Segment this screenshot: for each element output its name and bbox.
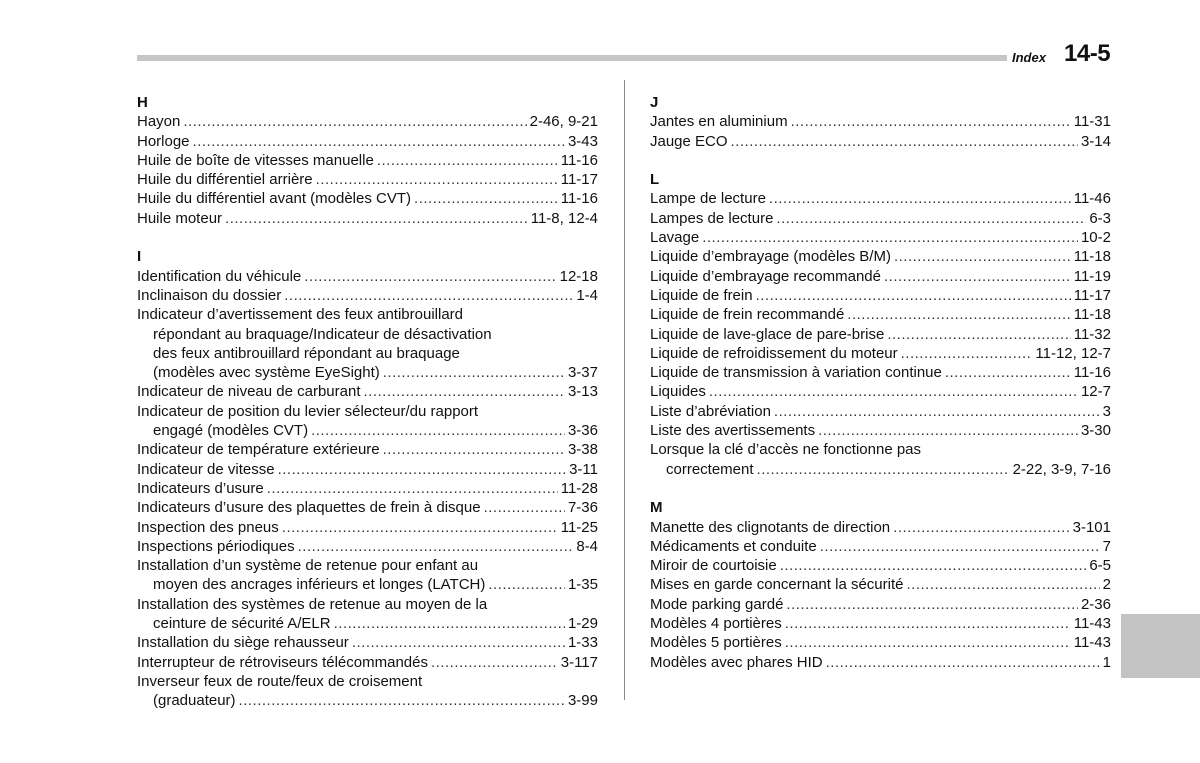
index-entry: [137, 653, 598, 672]
index-entry: [137, 595, 598, 634]
index-entry-text: engagé (modèles CVT): [153, 422, 309, 440]
index-entry: [137, 305, 598, 382]
index-entry-line: [137, 421, 598, 440]
index-entry-line: [650, 460, 1111, 479]
index-entry-text: Modèles avec phares HID: [650, 653, 823, 671]
page-reference: 6-3: [1089, 209, 1111, 227]
index-entry-line: [137, 305, 598, 324]
index-entry-line: [650, 421, 1111, 440]
index-entry-line: [137, 440, 598, 459]
column-divider: [624, 80, 625, 700]
page-reference: 11-31: [1073, 113, 1111, 131]
dot-leader: [484, 498, 565, 517]
index-entry-line: [650, 209, 1111, 228]
index-entry: [137, 672, 598, 711]
dot-leader: [316, 170, 558, 189]
index-letter-heading: L: [650, 171, 660, 189]
index-entry-line: [137, 132, 598, 151]
dot-leader: [884, 267, 1071, 286]
page-reference: 11-43: [1073, 615, 1111, 633]
dot-leader: [774, 402, 1100, 421]
index-entry-line: [650, 575, 1111, 594]
index-letter-heading: J: [650, 94, 659, 111]
page-number: 14-5: [1064, 40, 1111, 67]
index-entry-text: Jantes en aluminium: [650, 113, 788, 131]
page-reference: 11-8, 12-4: [530, 209, 598, 227]
dot-leader: [820, 537, 1100, 556]
page-reference: 2: [1102, 576, 1111, 594]
index-entry: [650, 653, 1111, 672]
section-gap: [137, 228, 598, 247]
index-entry-line: [137, 672, 598, 691]
page-reference: 11-18: [1073, 306, 1111, 324]
dot-leader: [786, 595, 1078, 614]
page-reference: 3-38: [567, 441, 598, 459]
index-entry: [650, 575, 1111, 594]
page-reference: 1-29: [567, 615, 598, 633]
page-reference: 12-18: [559, 267, 598, 285]
dot-leader: [906, 575, 1099, 594]
index-entry-text: répondant au braquage/Indicateur de désactivation: [153, 325, 492, 343]
page-reference: 11-16: [560, 190, 598, 208]
index-entry-text: Indicateur d’avertissement des feux antibrouillard: [137, 306, 464, 324]
page-reference: 6-5: [1089, 557, 1111, 575]
index-entry: [137, 151, 598, 170]
index-entry-text: Modèles 4 portières: [650, 615, 782, 633]
index-entry: [137, 112, 598, 131]
page-reference: 10-2: [1080, 229, 1111, 247]
index-entry: [650, 421, 1111, 440]
index-entry: [650, 556, 1111, 575]
index-entry-line: [650, 112, 1111, 131]
dot-leader: [826, 653, 1100, 672]
index-entry-text: Liquide d’embrayage (modèles B/M): [650, 248, 891, 266]
index-entry-text: Modèles 5 portières: [650, 634, 782, 652]
index-entry-line: [137, 382, 598, 401]
index-entry-text: Liste d’abréviation: [650, 402, 771, 420]
page-reference: 1-4: [576, 286, 598, 304]
index-entry-text: Indicateur de niveau de carburant: [137, 383, 361, 401]
index-entry-text: Jauge ECO: [650, 132, 728, 150]
index-entry-text: Huile de boîte de vitesses manuelle: [137, 151, 374, 169]
dot-leader: [901, 344, 1033, 363]
index-entry-text: Lampes de lecture: [650, 209, 774, 227]
index-entry-text: Lampe de lecture: [650, 190, 766, 208]
index-entry-text: moyen des ancrages inférieurs et longes (LATCH): [153, 576, 486, 594]
index-entry-line: [137, 402, 598, 421]
dot-leader: [352, 633, 565, 652]
dot-leader: [239, 691, 565, 710]
page-reference: 11-46: [1073, 190, 1111, 208]
index-entry: [650, 537, 1111, 556]
index-entry-line: [137, 286, 598, 305]
index-entry-line: [650, 228, 1111, 247]
index-entry: [137, 267, 598, 286]
index-entry-line: [650, 189, 1111, 208]
index-entry-line: [650, 286, 1111, 305]
index-entry: [137, 402, 598, 441]
dot-leader: [414, 189, 558, 208]
page-reference: 3-99: [567, 692, 598, 710]
page-reference: 3-11: [569, 460, 598, 478]
index-entry: [650, 344, 1111, 363]
index-entry: [650, 595, 1111, 614]
index-entry: [650, 363, 1111, 382]
dot-leader: [298, 537, 574, 556]
page-reference: 3-101: [1072, 518, 1111, 536]
dot-leader: [311, 421, 565, 440]
dot-leader: [278, 460, 567, 479]
section-gap: [650, 479, 1111, 498]
index-entry-line: [137, 267, 598, 286]
index-entry-line: [137, 614, 598, 633]
index-entry: [137, 498, 598, 517]
index-entry-line: [137, 575, 598, 594]
page-reference: 11-16: [1073, 364, 1111, 382]
dot-leader: [818, 421, 1078, 440]
section-gap: [650, 151, 1111, 170]
index-entry-text: Installation d’un système de retenue pour enfant au: [137, 557, 479, 575]
index-entry-text: Mode parking gardé: [650, 595, 784, 613]
index-entry: [650, 325, 1111, 344]
index-entry-text: Hayon: [137, 113, 181, 131]
index-entry-text: Manette des clignotants de direction: [650, 518, 891, 536]
page-reference: 11-25: [560, 518, 598, 536]
index-entry-text: Miroir de courtoisie: [650, 557, 777, 575]
page-reference: 12-7: [1080, 383, 1111, 401]
index-entry: [137, 382, 598, 401]
index-entry-line: [650, 614, 1111, 633]
index-entry-line: [650, 382, 1111, 401]
dot-leader: [757, 460, 1010, 479]
page-reference: 7: [1102, 537, 1111, 555]
section-label: Index: [1012, 50, 1046, 65]
index-entry: [650, 247, 1111, 266]
dot-leader: [304, 267, 556, 286]
index-entry-line: [137, 518, 598, 537]
index-entry-text: Indicateur de vitesse: [137, 460, 275, 478]
index-entry-text: Inspections périodiques: [137, 537, 295, 555]
index-entry: [137, 460, 598, 479]
index-entry-text: (modèles avec système EyeSight): [153, 364, 380, 382]
dot-leader: [267, 479, 558, 498]
index-entry-line: [137, 556, 598, 575]
index-entry: [137, 209, 598, 228]
dot-leader: [847, 305, 1070, 324]
index-entry-line: [137, 633, 598, 652]
index-entry-text: Lavage: [650, 229, 700, 247]
index-entry-text: Inverseur feux de route/feux de croisement: [137, 672, 423, 690]
dot-leader: [702, 228, 1078, 247]
index-entry-line: [137, 209, 598, 228]
dot-leader: [334, 614, 565, 633]
index-entry-text: Interrupteur de rétroviseurs télécommandés: [137, 653, 428, 671]
index-entry: [650, 440, 1111, 479]
dot-leader: [776, 209, 1086, 228]
page-reference: 2-46, 9-21: [529, 113, 598, 131]
dot-leader: [383, 363, 565, 382]
page-reference: 8-4: [576, 537, 598, 555]
page-reference: 11-43: [1073, 634, 1111, 652]
index-entry: [650, 614, 1111, 633]
index-entry-line: [650, 132, 1111, 151]
dot-leader: [193, 132, 565, 151]
index-entry-text: correctement: [666, 460, 754, 478]
index-entry: [137, 132, 598, 151]
index-entry-text: (graduateur): [153, 692, 236, 710]
page-reference: 11-17: [560, 171, 598, 189]
page-reference: 3-36: [567, 422, 598, 440]
dot-leader: [785, 633, 1071, 652]
index-entry: [650, 382, 1111, 401]
page-reference: 3-117: [560, 653, 598, 671]
index-entry-line: [650, 440, 1111, 459]
index-entry: [650, 132, 1111, 151]
dot-leader: [284, 286, 573, 305]
index-entry-text: Mises en garde concernant la sécurité: [650, 576, 904, 594]
page-reference: 2-22, 3-9, 7-16: [1012, 460, 1111, 478]
index-entry-text: Liste des avertissements: [650, 422, 816, 440]
page-reference: 3-37: [567, 364, 598, 382]
page-reference: 11-17: [1073, 286, 1111, 304]
index-entry-text: Installation des systèmes de retenue au moyen de la: [137, 595, 488, 613]
index-entry-text: Installation du siège rehausseur: [137, 634, 349, 652]
index-entry-line: [137, 479, 598, 498]
dot-leader: [183, 112, 526, 131]
index-entry-line: [137, 151, 598, 170]
index-entry: [650, 402, 1111, 421]
dot-leader: [431, 653, 558, 672]
page-reference: 11-16: [560, 151, 598, 169]
index-entry: [650, 267, 1111, 286]
index-entry-text: Huile moteur: [137, 209, 223, 227]
page-reference: 1-35: [567, 576, 598, 594]
index-entry-line: [650, 344, 1111, 363]
dot-leader: [791, 112, 1071, 131]
index-entry-text: Médicaments et conduite: [650, 537, 817, 555]
index-entry-text: Inspection des pneus: [137, 518, 279, 536]
index-entry: [650, 209, 1111, 228]
index-entry: [650, 228, 1111, 247]
index-entry-text: Liquide de lave-glace de pare-brise: [650, 325, 885, 343]
index-entry-line: [650, 305, 1111, 324]
index-entry-text: Indicateurs d’usure des plaquettes de frein à disque: [137, 499, 481, 517]
index-entry-line: [650, 267, 1111, 286]
index-entry: [650, 286, 1111, 305]
index-entry-text: Liquide de frein: [650, 286, 753, 304]
dot-leader: [282, 518, 558, 537]
index-entry-line: [650, 633, 1111, 652]
page-reference: 11-19: [1073, 267, 1111, 285]
dot-leader: [945, 363, 1071, 382]
index-thumb-tab: [1121, 614, 1200, 678]
index-entry-text: ceinture de sécurité A/ELR: [153, 615, 331, 633]
index-entry-line: [650, 518, 1111, 537]
index-entry: [137, 170, 598, 189]
dot-leader: [780, 556, 1087, 575]
index-entry-text: Liquide d’embrayage recommandé: [650, 267, 881, 285]
page-reference: 1: [1102, 653, 1111, 671]
index-entry: [650, 112, 1111, 131]
page-reference: 3-13: [567, 383, 598, 401]
dot-leader: [769, 189, 1071, 208]
page-reference: 11-28: [560, 479, 598, 497]
page-reference: 3-43: [567, 132, 598, 150]
index-entry-text: des feux antibrouillard répondant au braquage: [153, 344, 460, 362]
index-entry-line: [650, 556, 1111, 575]
page-reference: 1-33: [567, 634, 598, 652]
dot-leader: [785, 614, 1071, 633]
index-letter-heading: H: [137, 94, 148, 111]
index-entry: [137, 440, 598, 459]
page-reference: 11-32: [1073, 325, 1111, 343]
index-entry: [650, 633, 1111, 652]
index-entry-line: [650, 363, 1111, 382]
page-reference: 11-12, 12-7: [1035, 344, 1111, 362]
index-entry-text: Indicateurs d’usure: [137, 479, 264, 497]
index-entry-line: [137, 170, 598, 189]
index-entry: [137, 537, 598, 556]
index-entry-line: [650, 325, 1111, 344]
index-column-left: [137, 93, 598, 711]
index-entry-text: Inclinaison du dossier: [137, 286, 282, 304]
page-reference: 3-30: [1080, 422, 1111, 440]
index-entry-line: [137, 537, 598, 556]
dot-leader: [363, 382, 564, 401]
index-letter-heading: I: [137, 248, 142, 266]
index-entry-line: [137, 498, 598, 517]
dot-leader: [488, 575, 565, 594]
dot-leader: [887, 325, 1070, 344]
index-entry-line: [137, 653, 598, 672]
index-entry-text: Horloge: [137, 132, 190, 150]
index-entry: [137, 479, 598, 498]
index-entry: [137, 189, 598, 208]
index-entry-line: [137, 325, 598, 344]
index-entry-line: [137, 691, 598, 710]
page-reference: 3-14: [1080, 132, 1111, 150]
index-entry: [650, 518, 1111, 537]
index-entry: [137, 633, 598, 652]
index-entry: [650, 189, 1111, 208]
index-column-right: [650, 93, 1111, 672]
index-entry-line: [650, 402, 1111, 421]
index-entry-line: [137, 344, 598, 363]
index-entry-line: [650, 247, 1111, 266]
index-entry-text: Huile du différentiel avant (modèles CVT): [137, 190, 412, 208]
dot-leader: [731, 132, 1078, 151]
index-entry: [137, 286, 598, 305]
index-entry-text: Liquide de transmission à variation continue: [650, 364, 942, 382]
page-reference: 3: [1102, 402, 1111, 420]
index-entry-line: [650, 653, 1111, 672]
index-entry-text: Indicateur de température extérieure: [137, 441, 380, 459]
index-entry-text: Liquides: [650, 383, 706, 401]
index-entry-text: Liquide de frein recommandé: [650, 306, 845, 324]
index-entry: [137, 556, 598, 595]
header-rule: [137, 55, 1007, 61]
index-entry-text: Huile du différentiel arrière: [137, 171, 313, 189]
index-letter-heading: M: [650, 499, 663, 517]
page-reference: 2-36: [1080, 595, 1111, 613]
index-entry-text: Lorsque la clé d’accès ne fonctionne pas: [650, 441, 922, 459]
index-entry-line: [137, 363, 598, 382]
dot-leader: [383, 440, 565, 459]
index-entry-line: [137, 460, 598, 479]
index-entry-line: [137, 595, 598, 614]
page-reference: 11-18: [1073, 248, 1111, 266]
index-entry-text: Indicateur de position du levier sélecteur/du rapport: [137, 402, 479, 420]
dot-leader: [893, 518, 1069, 537]
index-entry-text: Liquide de refroidissement du moteur: [650, 344, 898, 362]
dot-leader: [377, 151, 558, 170]
dot-leader: [756, 286, 1071, 305]
index-entry-line: [137, 189, 598, 208]
dot-leader: [894, 247, 1071, 266]
index-entry-line: [650, 537, 1111, 556]
index-entry-line: [650, 595, 1111, 614]
index-entry: [137, 518, 598, 537]
dot-leader: [709, 382, 1078, 401]
index-entry-line: [137, 112, 598, 131]
dot-leader: [225, 209, 528, 228]
page-reference: 7-36: [567, 499, 598, 517]
index-entry: [650, 305, 1111, 324]
index-entry-text: Identification du véhicule: [137, 267, 302, 285]
